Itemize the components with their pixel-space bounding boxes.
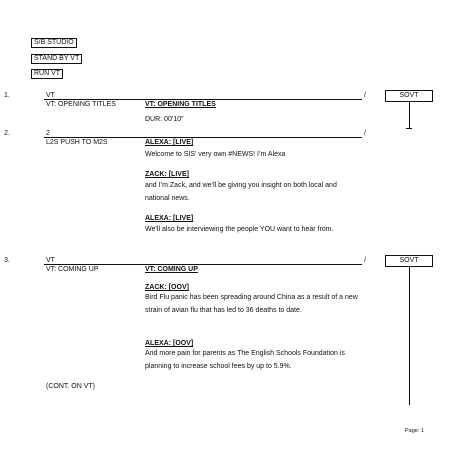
- item-source: VT: [46, 92, 55, 99]
- sovt-cue-box: SOVT: [385, 90, 433, 102]
- script-line: Welcome to SIS’ very own #NEWS! I’m Alexa: [145, 151, 286, 158]
- item-left-label: L2S PUSH TO M2S: [46, 139, 108, 146]
- item-number: 1.: [4, 92, 10, 99]
- script-line: We’ll also be interviewing the people YOU want to hear from.: [145, 226, 334, 233]
- cue-box-stand-by-vt: STAND BY VT: [31, 54, 82, 64]
- speaker-cue: ALEXA: [LIVE]: [145, 215, 194, 222]
- cue-box-sb-studio: S/B STUDIO: [31, 38, 77, 48]
- item-source: VT: [46, 257, 55, 264]
- item-number: 2.: [4, 130, 10, 137]
- item-left-label: VT: OPENING TITLES: [46, 101, 116, 108]
- speaker-cue: ALEXA: [OOV]: [145, 340, 194, 347]
- item-source: 2: [46, 130, 50, 137]
- item-left-label: VT: COMING UP: [46, 266, 99, 273]
- cue-duration-line: [409, 267, 410, 405]
- item-rule: [44, 137, 362, 138]
- item-rule: [44, 99, 362, 100]
- cue-end-tick: [406, 128, 412, 129]
- item-slash: /: [364, 257, 366, 264]
- speaker-cue: ZACK: [OOV]: [145, 284, 189, 291]
- cue-duration-line: [409, 102, 410, 128]
- page-number: Page: 1: [405, 428, 424, 434]
- script-line: Bird Flu panic has been spreading around China as a result of a new strain of avian flu that has led to 36 deaths to date.: [145, 294, 358, 314]
- script-line: and I’m Zack, and we’ll be giving you insight on both local and national news.: [145, 182, 337, 202]
- script-line: And more pain for parents as The English Schools Foundation is planning to increase school fees by up to 5.9%.: [145, 350, 345, 370]
- duration-text: DUR: 00’10”: [145, 116, 184, 123]
- speaker-cue: ZACK: [LIVE]: [145, 171, 189, 178]
- item-rule: [44, 264, 362, 265]
- item-slash: /: [364, 92, 366, 99]
- item-number: 3.: [4, 257, 10, 264]
- item-slash: /: [364, 130, 366, 137]
- speaker-cue: ALEXA: [LIVE]: [145, 139, 194, 146]
- cue-box-run-vt: RUN VT: [31, 69, 63, 79]
- script-heading: VT: OPENING TITLES: [145, 101, 216, 108]
- continuation-note: (CONT. ON VT): [46, 383, 95, 390]
- script-heading: VT: COMING UP: [145, 266, 198, 273]
- sovt-cue-box: SOVT: [385, 255, 433, 267]
